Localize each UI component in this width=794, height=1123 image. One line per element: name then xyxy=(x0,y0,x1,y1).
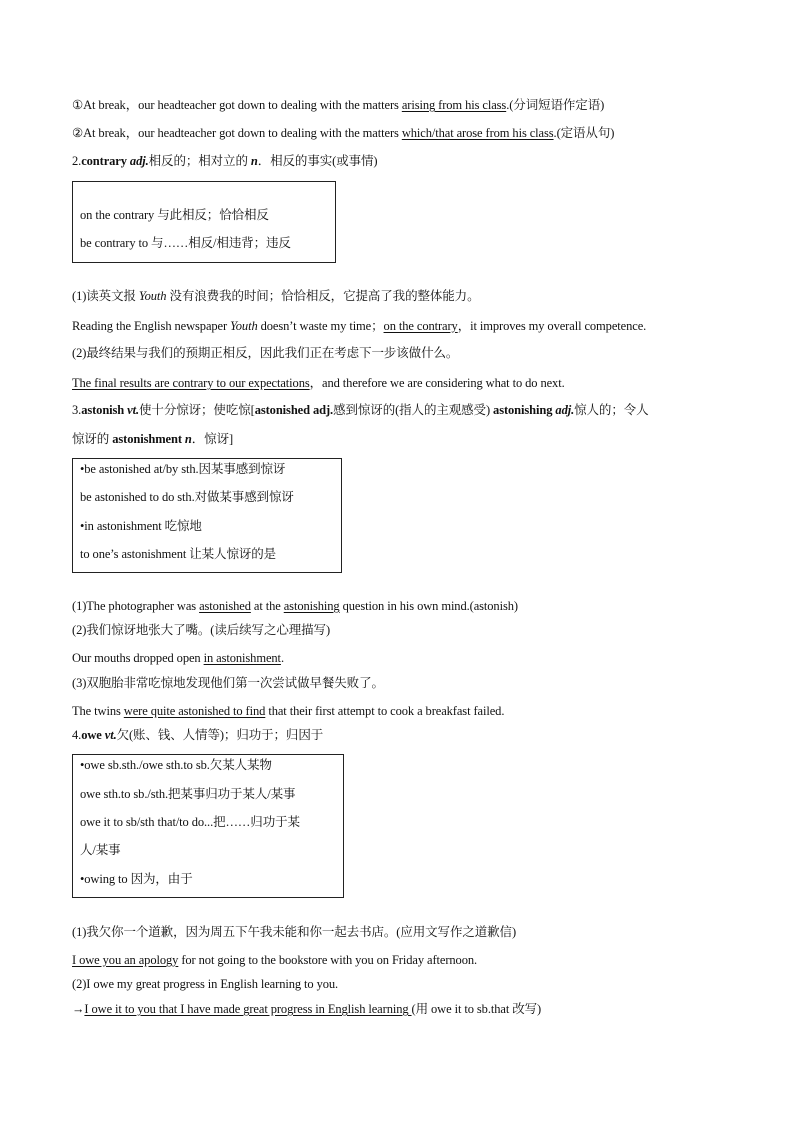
part-of-speech: vt. xyxy=(101,728,117,742)
text: ②At break，our headteacher got down to dealing with the matters xyxy=(72,126,402,140)
exercise-answer xyxy=(72,598,518,614)
part-of-speech: n xyxy=(181,432,192,446)
phrase-row: on the contrary 与此相反；恰恰相反 xyxy=(80,208,269,222)
text: (用 owe it to sb.that 改写) xyxy=(411,1002,542,1016)
text: for not going to the bookstore with you on Friday afternoon. xyxy=(178,953,478,967)
text: .(分词短语作定语) xyxy=(506,98,605,112)
text: . xyxy=(280,651,284,665)
derived-word: astonished adj. xyxy=(254,403,334,417)
part-of-speech: n xyxy=(250,154,258,168)
text: Our mouths dropped open xyxy=(72,651,204,665)
entry-heading-owe xyxy=(72,727,323,743)
phrase-row: •owe sb.sth./owe sth.to sb.欠某人某物 xyxy=(80,758,272,772)
text: (1)读英文报 xyxy=(72,289,139,303)
phrase-row: be astonished to do sth.对做某事感到惊讶 xyxy=(80,490,294,504)
exercise-answer xyxy=(72,1001,541,1017)
text: that their first attempt to cook a breakfast failed. xyxy=(265,704,505,718)
answer-underline: I owe it to you that I have made great progress in English learning xyxy=(84,1002,412,1016)
exercise-prompt: (1)我欠你一个道歉，因为周五下午我未能和你一起去书店。(应用文写作之道歉信) xyxy=(72,925,517,939)
phrase-row: •in astonishment 吃惊地 xyxy=(80,519,202,533)
phrase-box-astonish xyxy=(72,458,342,573)
definition: 感到惊讶的(指人的主观感受) xyxy=(333,403,494,417)
example-sentence-1 xyxy=(72,97,604,113)
text: doesn’t waste my time； xyxy=(257,319,384,333)
definition: 欠(账、钱、人情等)；归功于；归因于 xyxy=(116,728,324,742)
answer-underline: The final results are contrary to our expectations xyxy=(72,376,310,390)
exercise-answer xyxy=(72,375,565,391)
text: 没有浪费我的时间；恰恰相反，它提高了我的整体能力。 xyxy=(166,289,480,303)
exercise-answer xyxy=(72,952,477,968)
phrase-row: owe it to sb/sth that/to do...把……归功于某 xyxy=(80,815,300,829)
definition: 相反的；相对立的 xyxy=(148,154,251,168)
text: (1)The photographer was xyxy=(72,599,200,613)
phrase-row: owe sth.to sb./sth.把某事归功于某人/某事 xyxy=(80,787,296,801)
answer-underline: I owe you an apology xyxy=(72,953,179,967)
entry-number: 3. xyxy=(72,403,82,417)
example-sentence-2 xyxy=(72,125,614,141)
exercise-answer xyxy=(72,318,646,334)
answer-underline: astonishing xyxy=(283,599,340,613)
part-of-speech: adj. xyxy=(126,154,149,168)
part-of-speech: adj. xyxy=(552,403,575,417)
entry-heading-astonish-cont xyxy=(72,431,233,447)
derived-word: astonishment xyxy=(112,432,182,446)
answer-underline: in astonishment xyxy=(203,651,281,665)
entry-number: 2. xyxy=(72,154,82,168)
definition: ．惊讶] xyxy=(191,432,234,446)
exercise-prompt: (2)我们惊讶地张大了嘴。(读后续写之心理描写) xyxy=(72,623,331,637)
exercise-prompt: (3)双胞胎非常吃惊地发现他们第一次尝试做早餐失败了。 xyxy=(72,676,384,690)
headword: astonish xyxy=(81,403,125,417)
exercise-prompt xyxy=(72,288,479,304)
phrase-row: •owing to 因为，由于 xyxy=(80,872,193,886)
derived-word: astonishing xyxy=(493,403,553,417)
entry-number: 4. xyxy=(72,728,82,742)
definition: 惊人的；令人 xyxy=(574,403,649,417)
text: question in his own mind.(astonish) xyxy=(339,599,518,613)
answer-underline: were quite astonished to find xyxy=(123,704,266,718)
phrase-row: •be astonished at/by sth.因某事感到惊讶 xyxy=(80,462,286,476)
exercise-prompt: (2)I owe my great progress in English learning to you. xyxy=(72,977,339,991)
phrase-box-contrary xyxy=(72,181,336,263)
text: ，it improves my overall competence. xyxy=(457,319,647,333)
entry-heading-astonish xyxy=(72,402,649,418)
part-of-speech: vt. xyxy=(124,403,140,417)
answer-underline: arising from his class xyxy=(401,98,507,112)
exercise-prompt: (2)最终结果与我们的预期正相反，因此我们正在考虑下一步该做什么。 xyxy=(72,346,459,360)
definition: ．相反的事实(或事情) xyxy=(257,154,378,168)
italic-text: Youth xyxy=(138,289,167,303)
italic-text: Youth xyxy=(230,319,258,333)
entry-heading-contrary xyxy=(72,153,377,169)
phrase-row: be contrary to 与……相反/相违背；违反 xyxy=(80,236,291,250)
answer-underline: which/that arose from his class xyxy=(401,126,554,140)
headword: contrary xyxy=(81,154,127,168)
definition: 惊讶的 xyxy=(72,432,113,446)
answer-underline: astonished xyxy=(199,599,251,613)
text: ①At break，our headteacher got down to dealing with the matters xyxy=(72,98,402,112)
text: Reading the English newspaper xyxy=(72,319,231,333)
text: .(定语从句) xyxy=(553,126,615,140)
headword: owe xyxy=(81,728,102,742)
exercise-answer xyxy=(72,650,284,666)
answer-underline: on the contrary xyxy=(383,319,458,333)
phrase-row: 人/某事 xyxy=(80,843,121,857)
definition: 使十分惊讶；使吃惊[ xyxy=(139,403,255,417)
phrase-row: to one’s astonishment 让某人惊讶的是 xyxy=(80,547,277,561)
arrow: → xyxy=(72,1002,85,1016)
exercise-answer xyxy=(72,703,504,719)
phrase-box-owe xyxy=(72,754,344,898)
text: ，and therefore we are considering what to do next. xyxy=(309,376,565,390)
text: at the xyxy=(250,599,284,613)
text: The twins xyxy=(72,704,124,718)
